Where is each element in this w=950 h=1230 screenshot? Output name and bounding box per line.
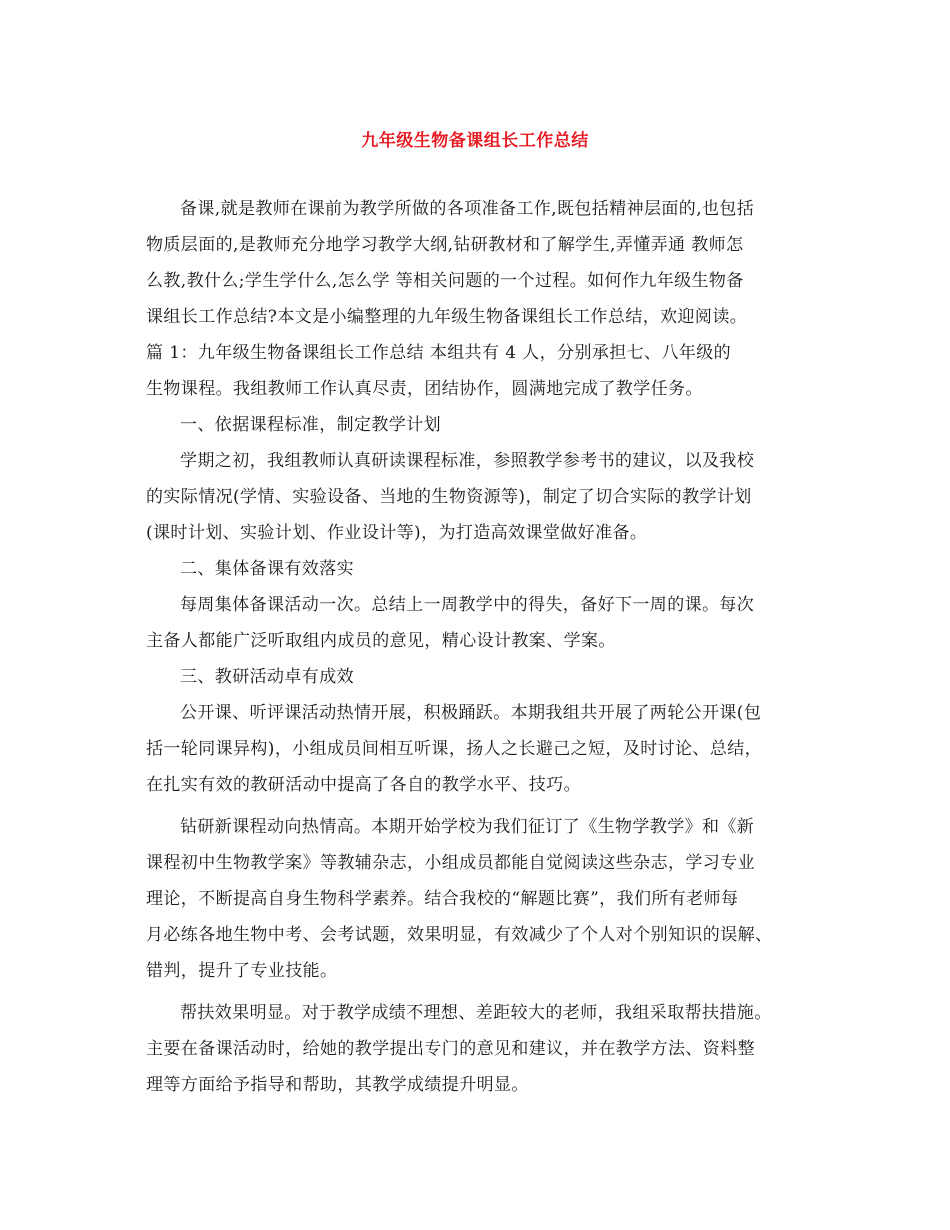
text-line: 帮扶效果明显。对于教学成绩不理想、差距较大的老师，我组采取帮扶措施。 xyxy=(180,1003,772,1023)
text-line: 钻研新课程动向热情高。本期开始学校为我们征订了《生物学教学》和《新 xyxy=(180,817,755,837)
text-line: 主要在备课活动时，给她的教学提出专门的意见和建议，并在教学方法、资料整 xyxy=(146,1039,755,1059)
text-line: 理论，不断提高自身生物科学素养。结合我校的“解题比赛”，我们所有老师每 xyxy=(146,889,739,909)
text-line: 理等方面给予指导和帮助，其教学成绩提升明显。 xyxy=(146,1075,529,1095)
section-heading: 三、教研活动卓有成效 xyxy=(180,667,354,687)
text-line: (课时计划、实验计划、作业设计等)，为打造高效课堂做好准备。 xyxy=(146,523,648,543)
text-line: 月必练各地生物中考、会考试题，效果明显，有效减少了个人对个别知识的误解、 xyxy=(146,925,773,945)
text-line: 么教,教什么;学生学什么,怎么学 等相关问题的一个过程。如何作九年级生物备 xyxy=(146,271,744,291)
text-line: 课程初中生物教学案》等教辅杂志，小组成员都能自觉阅读这些杂志，学习专业 xyxy=(146,853,755,873)
text-line: 括一轮同课异构)，小组成员间相互听课，扬人之长避己之短，及时讨论、总结， xyxy=(146,739,763,759)
text-line: 主备人都能广泛听取组内成员的意见，精心设计教案、学案。 xyxy=(146,631,616,651)
text-line: 课组长工作总结?本文是小编整理的九年级生物备课组长工作总结，欢迎阅读。 xyxy=(146,307,748,327)
text-line: 公开课、听评课活动热情开展，积极踊跃。本期我组共开展了两轮公开课(包 xyxy=(180,703,762,723)
text-line: 物质层面的,是教师充分地学习教学大纲,钻研教材和了解学生,弄懂弄通 教师怎 xyxy=(146,235,744,255)
text-line: 生物课程。我组教师工作认真尽责，团结协作，圆满地完成了教学任务。 xyxy=(146,379,703,399)
text-line: 错判，提升了专业技能。 xyxy=(146,961,338,981)
document-title: 九年级生物备课组长工作总结 xyxy=(361,131,589,151)
section-heading: 一、依据课程标准，制定教学计划 xyxy=(180,415,441,435)
text-line: 在扎实有效的教研活动中提高了各自的教学水平、技巧。 xyxy=(146,775,581,795)
section-heading: 二、集体备课有效落实 xyxy=(180,559,354,579)
text-line: 备课,就是教师在课前为教学所做的各项准备工作,既包括精神层面的,也包括 xyxy=(180,199,755,219)
text-line: 篇 1：九年级生物备课组长工作总结 本组共有 4 人，分别承担七、八年级的 xyxy=(146,343,732,363)
text-line: 的实际情况(学情、实验设备、当地的生物资源等)，制定了切合实际的教学计划 xyxy=(146,487,752,507)
text-line: 学期之初，我组教师认真研读课程标准，参照教学参考书的建议，以及我校 xyxy=(180,451,755,471)
text-line: 每周集体备课活动一次。总结上一周教学中的得失，备好下一周的课。每次 xyxy=(180,595,755,615)
